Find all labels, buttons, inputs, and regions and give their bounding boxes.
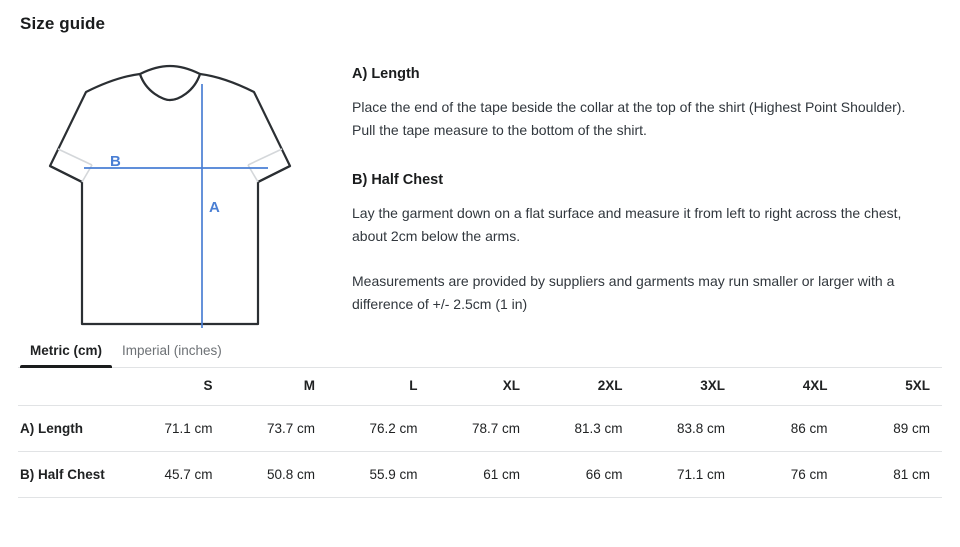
cell-length-l: 76.2 cm <box>327 406 430 452</box>
cell-chest-m: 50.8 cm <box>225 452 328 498</box>
column-header-l: L <box>327 368 430 406</box>
shirt-outline <box>50 74 290 324</box>
cell-length-2xl: 81.3 cm <box>532 406 635 452</box>
size-guide-page <box>0 14 960 547</box>
shirt-illustration <box>18 48 318 328</box>
row-label-half-chest: B) Half Chest <box>18 452 122 498</box>
guide-upper-section <box>18 42 942 328</box>
section-b-text: Lay the garment down on a flat surface and measure it from left to right across the chest, about 2cm below the arms. <box>352 205 902 244</box>
tab-imperial[interactable]: Imperial (inches) <box>122 343 222 358</box>
column-header-3xl: 3XL <box>635 368 738 406</box>
column-header-4xl: 4XL <box>737 368 840 406</box>
cell-chest-4xl: 76 cm <box>737 452 840 498</box>
cell-chest-l: 55.9 cm <box>327 452 430 498</box>
section-a-text: Place the end of the tape beside the collar at the top of the shirt (Highest Point Shoulder). Pull the tape measure to the bottom of the shirt. <box>352 99 906 138</box>
guide-instructions <box>334 42 934 316</box>
table-row <box>18 406 942 452</box>
cell-length-4xl: 86 cm <box>737 406 840 452</box>
diagram-label-b: B <box>110 153 121 170</box>
table-corner-cell <box>18 368 122 406</box>
tab-metric[interactable]: Metric (cm) <box>20 343 112 367</box>
section-b-heading: B) Half Chest <box>352 172 444 188</box>
table-row <box>18 452 942 498</box>
size-chart-table <box>18 368 942 498</box>
cell-chest-5xl: 81 cm <box>840 452 943 498</box>
row-label-length: A) Length <box>18 406 122 452</box>
page-title: Size guide <box>20 14 106 33</box>
cell-length-xl: 78.7 cm <box>430 406 533 452</box>
unit-tabs <box>18 336 942 368</box>
section-a-heading: A) Length <box>352 66 420 82</box>
column-header-5xl: 5XL <box>840 368 943 406</box>
column-header-xl: XL <box>430 368 533 406</box>
cell-length-m: 73.7 cm <box>225 406 328 452</box>
table-header-row <box>18 368 942 406</box>
diagram-label-a: A <box>209 199 220 216</box>
measurement-note: Measurements are provided by suppliers and garments may run smaller or larger with a difference of +/- 2.5cm (1 in) <box>352 273 895 312</box>
cell-chest-3xl: 71.1 cm <box>635 452 738 498</box>
shirt-diagram <box>18 42 334 328</box>
column-header-m: M <box>225 368 328 406</box>
cell-length-s: 71.1 cm <box>122 406 225 452</box>
cell-chest-xl: 61 cm <box>430 452 533 498</box>
cell-length-3xl: 83.8 cm <box>635 406 738 452</box>
cell-chest-s: 45.7 cm <box>122 452 225 498</box>
cell-length-5xl: 89 cm <box>840 406 943 452</box>
column-header-s: S <box>122 368 225 406</box>
cell-chest-2xl: 66 cm <box>532 452 635 498</box>
column-header-2xl: 2XL <box>532 368 635 406</box>
